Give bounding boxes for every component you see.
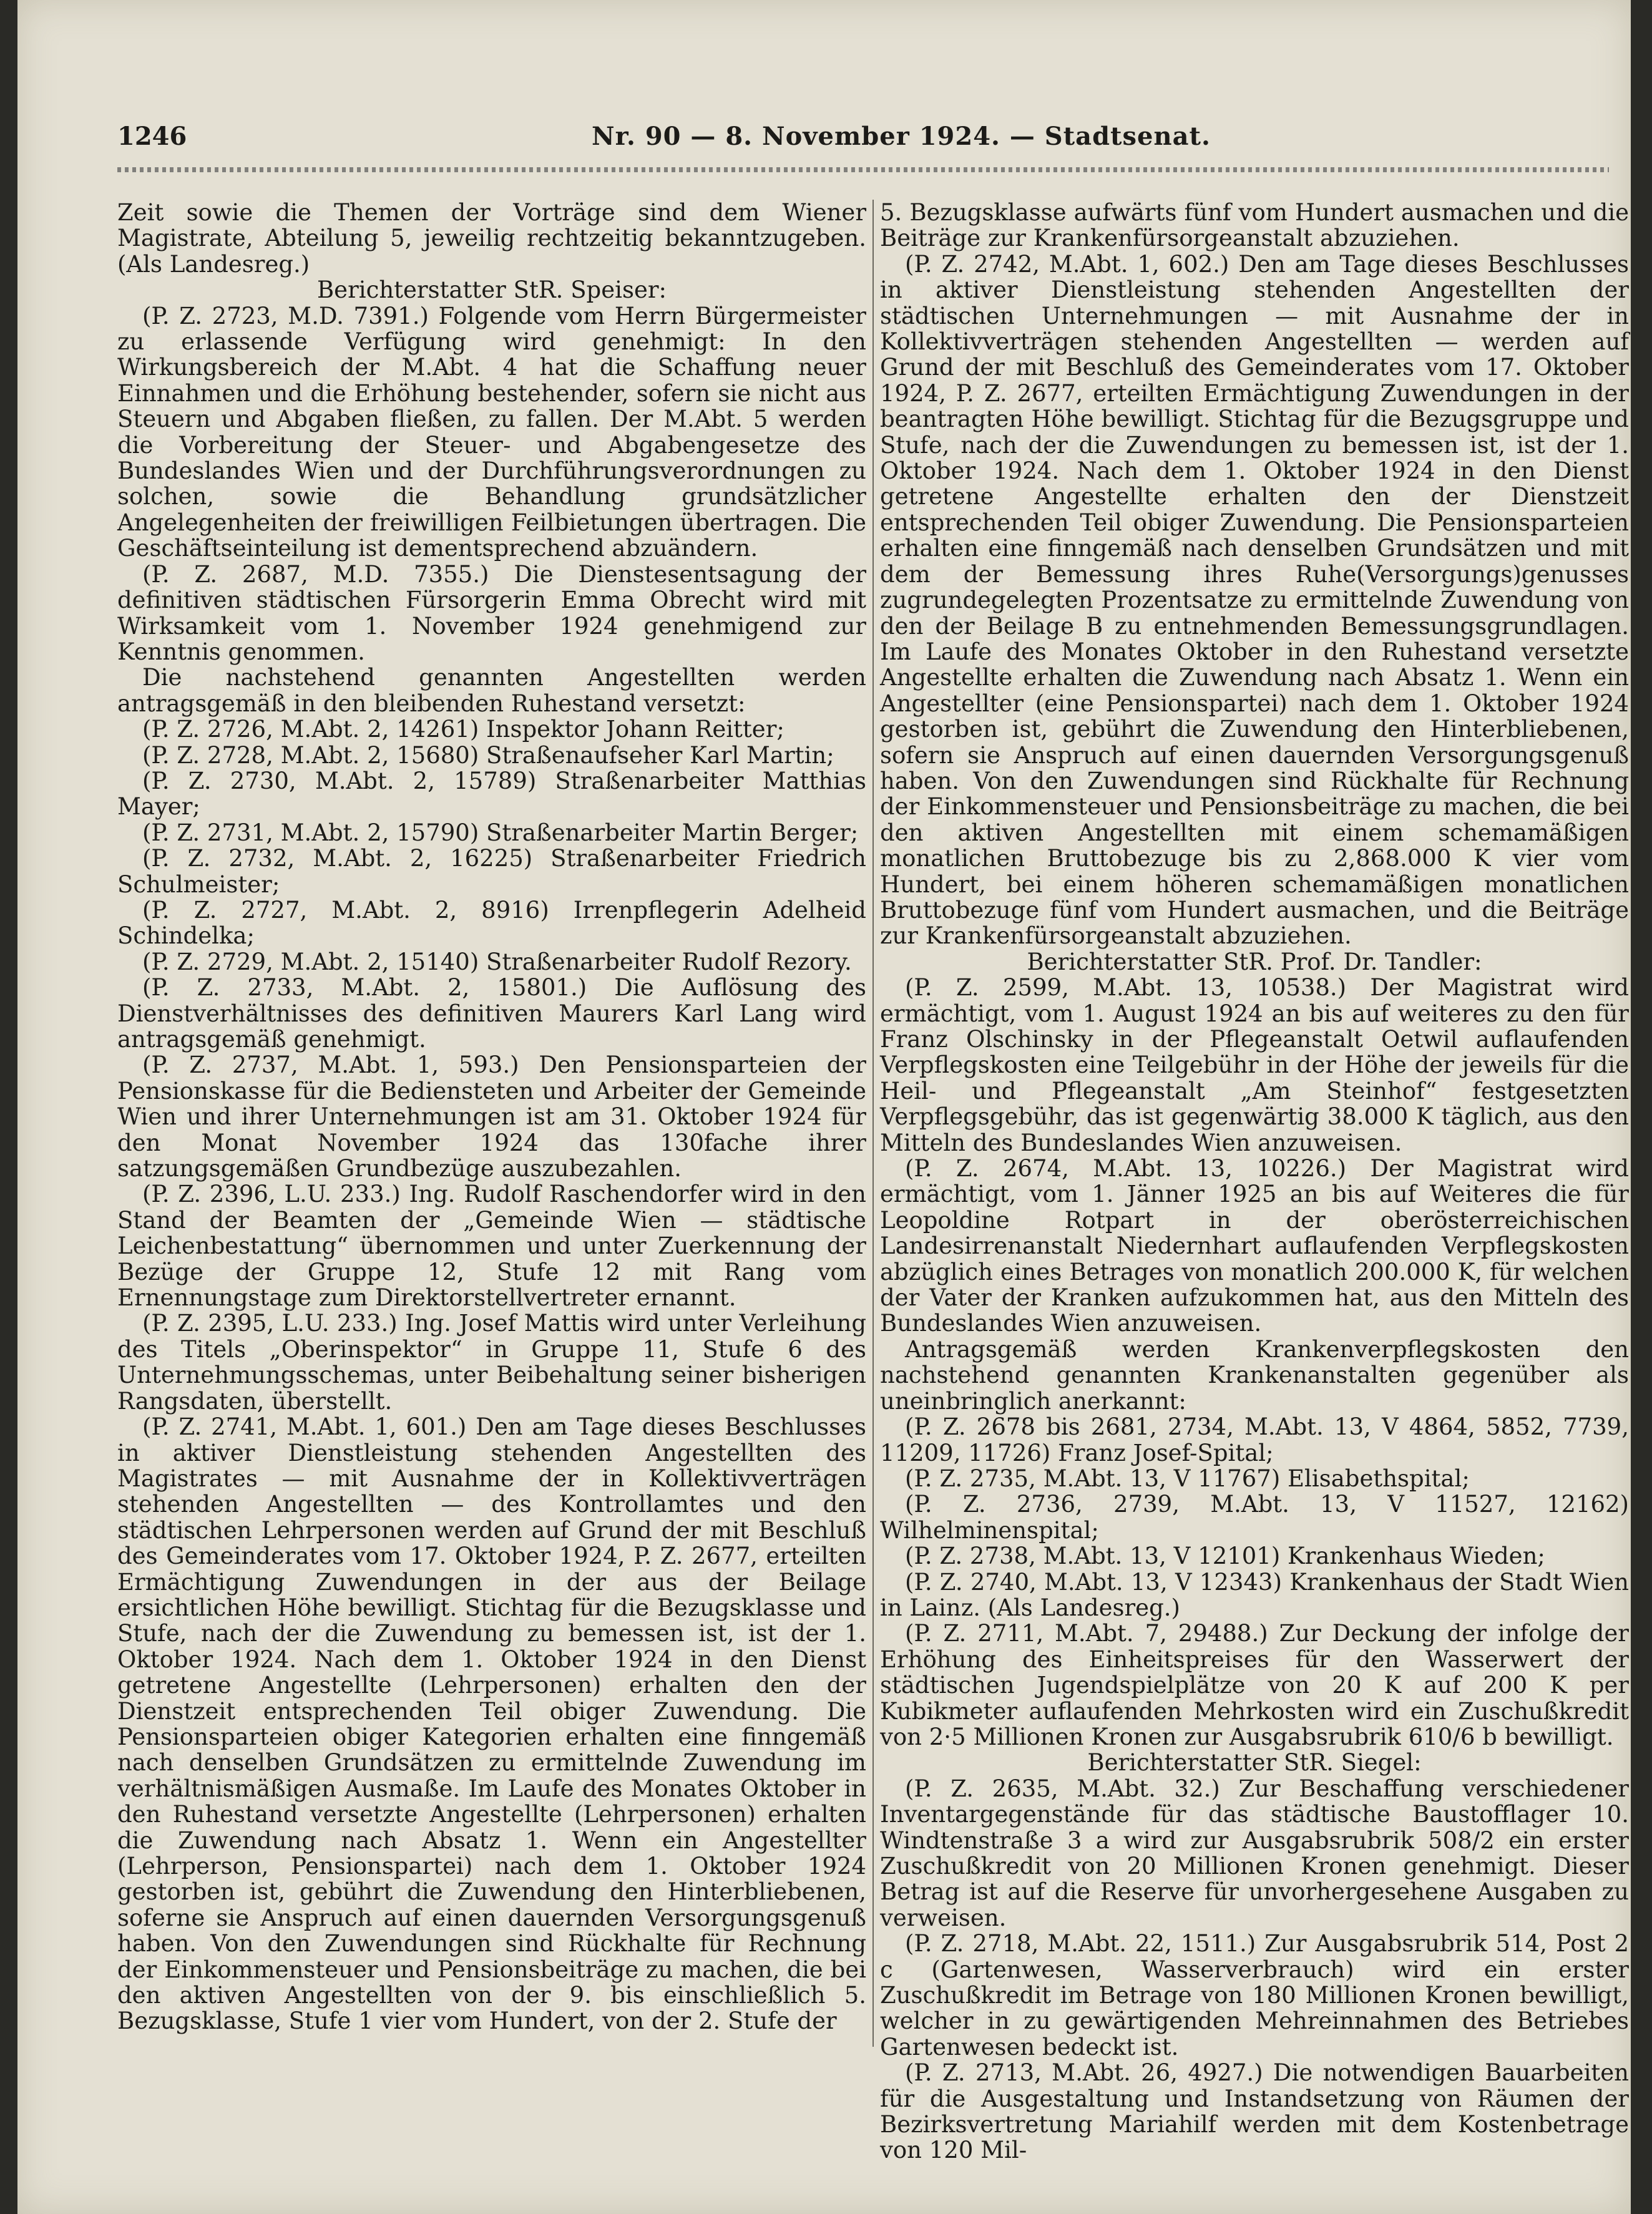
paragraph: (P. Z. 2396, L.U. 233.) Ing. Rudolf Raschendorfer wird in den Stand der Beamten der „Gemeinde Wien — städtische Leichenbestattung“ übernommen und unter Zuerkennung der Bezüge der Gruppe 12, Stufe 12 mit Rang vom Ernennungstage zum Direktorstellvertreter ernannt. bbox=[117, 1181, 866, 1312]
list-item: (P. Z. 2678 bis 2681, 2734, M.Abt. 13, V 4864, 5852, 7739, 11209, 11726) Franz Josef-Spital; bbox=[880, 1413, 1629, 1466]
rapporteur-heading: Berichterstatter StR. Speiser: bbox=[316, 276, 667, 304]
paragraph: (P. Z. 2635, M.Abt. 32.) Zur Beschaffung verschiedener Inventargegenstände für das städtische Baustofflager 10. Windtenstraße 3 a wird zur Ausgabsrubrik 508/2 ein erster Zuschußkredit von 20 Millionen Kronen genehmigt. Dieser Betrag ist auf die Reserve für unvorhergesehene Ausgaben zu verweisen. bbox=[880, 1775, 1629, 1931]
right-column bbox=[880, 199, 1629, 2164]
list-item: (P. Z. 2730, M.Abt. 2, 15789) Straßenarbeiter Matthias Mayer; bbox=[117, 767, 866, 821]
paragraph: (P. Z. 2723, M.D. 7391.) Folgende vom Herrn Bürgermeister zu erlassende Verfügung wird genehmigt: In den Wirkungsbereich der M.Abt. 4 hat die Schaffung neuer Einnahmen und die Erhöhung bestehender, sofern sie nicht aus Steuern und Abgaben fließen, zu fallen. Der M.Abt. 5 werden die Vorbereitung der Steuer- und Abgabengesetze des Bundeslandes Wien und der Durchführungsverordnungen zu solchen, sowie die Behandlung grundsätzlicher Angelegenheiten der freiwilligen Feilbietungen übertragen. Die Geschäftseinteilung ist dementsprechend abzuändern. bbox=[117, 302, 866, 562]
page-number: 1246 bbox=[117, 122, 187, 151]
paragraph: (P. Z. 2674, M.Abt. 13, 10226.) Der Magistrat wird ermächtigt, vom 1. Jänner 1925 an bis auf Weiteres die für Leopoldine Rotpart in der oberösterreichischen Landesirrenanstalt Niedernhart auflaufenden Verpflegskosten abzüglich eines Betrages von monatlich 200.000 K, für welchen der Vater der Kranken aufzukommen hat, aus den Mitteln des Bundeslandes Wien anzuweisen. bbox=[880, 1155, 1629, 1337]
list-item: (P. Z. 2731, M.Abt. 2, 15790) Straßenarbeiter Martin Berger; bbox=[142, 819, 859, 846]
paragraph: Die nachstehend genannten Angestellten werden antragsgemäß in den bleibenden Ruhestand versetzt: bbox=[117, 664, 866, 717]
page-header bbox=[117, 122, 1609, 159]
column-divider bbox=[872, 200, 874, 2047]
list-item: (P. Z. 2726, M.Abt. 2, 14261) Inspektor Johann Reitter; bbox=[142, 716, 784, 743]
list-item: (P. Z. 2738, M.Abt. 13, V 12101) Krankenhaus Wieden; bbox=[905, 1543, 1545, 1570]
paragraph: (P. Z. 2741, M.Abt. 1, 601.) Den am Tage dieses Beschlusses in aktiver Dienstleistung stehenden Angestellten des Magistrates — mit Ausnahme der in Kollektivverträgen stehenden Angestellten — des Kontrollamtes und den städtischen Lehrpersonen werden auf Grund der mit Beschluß des Gemeinderates vom 17. Oktober 1924, P. Z. 2677, erteilten Ermächtigung Zuwendungen in der aus der Beilage ersichtlichen Höhe bewilligt. Stichtag für die Bezugsklasse und Stufe, nach der die Zuwendung zu bemessen ist, ist der 1. Oktober 1924. Nach dem 1. Oktober 1924 in den Dienst getretene Angestellte (Lehrpersonen) erhalten den der Dienstzeit entsprechenden Teil obiger Zuwendung. Die Pensionsparteien obiger Kategorien erhalten eine finngemäß nach denselben Grundsätzen zu ermittelnde Zuwendung im verhältnismäßigen Ausmaße. Im Laufe des Monates Oktober in den Ruhestand versetzte Angestellte (Lehrpersonen) erhalten die Zuwendung nach Absatz 1. Wenn ein Angestellter (Lehrperson, Pensionspartei) nach dem 1. Oktober 1924 gestorben ist, gebührt die Zuwendung den Hinterbliebenen, soferne sie Anspruch auf einen dauernden Versorgungsgenuß haben. Von den Zuwendungen sind Rückhalte für Rechnung der Einkommensteuer und Pensionsbeiträge zu machen, die bei den aktiven Angestellten von der 9. bis einschließlich 5. Bezugsklasse, Stufe 1 vier vom Hundert, von der 2. Stufe der bbox=[117, 1413, 866, 2035]
list-item: (P. Z. 2740, M.Abt. 13, V 12343) Krankenhaus der Stadt Wien in Lainz. (Als Landesreg.) bbox=[880, 1568, 1629, 1621]
list-item: (P. Z. 2736, 2739, M.Abt. 13, V 11527, 12162) Wilhelminenspital; bbox=[880, 1491, 1629, 1544]
paragraph: (P. Z. 2742, M.Abt. 1, 602.) Den am Tage dieses Beschlusses in aktiver Dienstleistung stehenden Angestellten der städtischen Unternehmungen — mit Ausnahme der in Kollektivverträgen stehenden Angestellten — werden auf Grund der mit Beschluß des Gemeinderates vom 17. Oktober 1924, P. Z. 2677, erteilten Ermächtigung Zuwendungen in der beantragten Höhe bewilligt. Stichtag für die Bezugsgruppe und Stufe, nach der die Zuwendungen zu bemessen ist, ist der 1. Oktober 1924. Nach dem 1. Oktober 1924 in den Dienst getretene Angestellte erhalten den der Dienstzeit entsprechenden Teil obiger Zuwendung. Die Pensionsparteien erhalten eine finngemäß nach denselben Grundsätzen und mit dem der Bemessung ihres Ruhe(Versorgungs)genusses zugrundegelegten Prozentsatze zu ermittelnde Zuwendung von den der Beilage B zu entnehmenden Bemessungsgrundlagen. Im Laufe des Monates Oktober in den Ruhestand versetzte Angestellte erhalten die Zuwendung nach Absatz 1. Wenn ein Angestellter (eine Pensionspartei) nach dem 1. Oktober 1924 gestorben ist, gebührt die Zuwendung den Hinterbliebenen, sofern sie Anspruch auf einen dauernden Versorgungsgenuß haben. Von den Zuwendungen sind Rückhalte für Rechnung der Einkommensteuer und Pensionsbeiträge zu machen, die bei den aktiven Angestellten mit einem schemamäßigen monatlichen Bruttobezuge bis zu 2,868.000 K vier vom Hundert, bei einem höheren schemamäßigen monatlichen Bruttobezuge fünf vom Hundert ausmachen, und die Beiträge zur Krankenfürsorgeanstalt abzuziehen. bbox=[880, 250, 1629, 950]
newspaper-page bbox=[17, 0, 1631, 2214]
paragraph: (P. Z. 2737, M.Abt. 1, 593.) Den Pensionsparteien der Pensionskasse für die Bediensteten und Arbeiter der Gemeinde Wien und ihrer Unternehmungen ist am 31. Oktober 1924 für den Monat November 1924 das 130fache ihrer satzungsgemäßen Grundbezüge auszubezahlen. bbox=[117, 1051, 866, 1183]
list-item: (P. Z. 2727, M.Abt. 2, 8916) Irrenpflegerin Adelheid Schindelka; bbox=[117, 896, 866, 950]
paragraph: (P. Z. 2713, M.Abt. 26, 4927.) Die notwendigen Bauarbeiten für die Ausgestaltung und Instandsetzung von Räumen der Bezirksvertretung Mariahilf werden mit dem Kostenbetrage von 120 Mil- bbox=[880, 2059, 1629, 2164]
list-item: (P. Z. 2735, M.Abt. 13, V 11767) Elisabethspital; bbox=[905, 1465, 1470, 1492]
paragraph: (P. Z. 2395, L.U. 233.) Ing. Josef Mattis wird unter Verleihung des Titels „Oberinspektor“ in Gruppe 11, Stufe 6 des Unternehmungsschemas, unter Beibehaltung seiner bisherigen Rangsdaten, überstellt. bbox=[117, 1310, 866, 1415]
paragraph: (P. Z. 2599, M.Abt. 13, 10538.) Der Magistrat wird ermächtigt, vom 1. August 1924 an bis auf weiteres zu den für Franz Olschinsky in der Pflegeanstalt Oetwil auflaufenden Verpflegskosten eine Teilgebühr in der Höhe der jeweils für die Heil- und Pflegeanstalt „Am Steinhof“ festgesetzten Verpflegsgebühr, das ist gegenwärtig 38.000 K täglich, aus den Mitteln des Bundeslandes Wien anzuweisen. bbox=[880, 974, 1629, 1156]
left-column bbox=[117, 200, 866, 2103]
paragraph: (P. Z. 2733, M.Abt. 2, 15801.) Die Auflösung des Dienstverhältnisses des definitiven Maurers Karl Lang wird antragsgemäß genehmigt. bbox=[117, 974, 866, 1053]
paragraph: Antragsgemäß werden Krankenverpflegskosten den nachstehend genannten Krankenanstalten gegenüber als uneinbringlich anerkannt: bbox=[880, 1335, 1629, 1415]
paragraph: (P. Z. 2687, M.D. 7355.) Die Dienstesentsagung der definitiven städtischen Fürsorgerin Emma Obrecht wird mit Wirksamkeit vom 1. November 1924 genehmigend zur Kenntnis genommen. bbox=[117, 560, 866, 665]
rapporteur-heading: Berichterstatter StR. Prof. Dr. Tandler: bbox=[1027, 948, 1482, 975]
paragraph: (P. Z. 2718, M.Abt. 22, 1511.) Zur Ausgabsrubrik 514, Post 2 c (Gartenwesen, Wasserverbrauch) wird ein erster Zuschußkredit im Betrage von 180 Millionen Kronen bewilligt, welcher in zu gewärtigenden Mehreinnahmen des Betriebes Gartenwesen bedeckt ist. bbox=[880, 1930, 1629, 2060]
list-item: (P. Z. 2732, M.Abt. 2, 16225) Straßenarbeiter Friedrich Schulmeister; bbox=[117, 845, 866, 898]
paragraph: (P. Z. 2711, M.Abt. 7, 29488.) Zur Deckung der infolge der Erhöhung des Einheitspreises für den Wasserwert der städtischen Jugendspielplätze von 20 K auf 200 K per Kubikmeter auflaufenden Mehrkosten wird ein Zuschußkredit von 2·5 Millionen Kronen zur Ausgabsrubrik 610/6 b bewilligt. bbox=[880, 1620, 1629, 1750]
list-item: (P. Z. 2729, M.Abt. 2, 15140) Straßenarbeiter Rudolf Rezory. bbox=[142, 948, 852, 975]
rapporteur-heading: Berichterstatter StR. Siegel: bbox=[1087, 1749, 1422, 1777]
paragraph: Zeit sowie die Themen der Vorträge sind dem Wiener Magistrate, Abteilung 5, jeweilig rechtzeitig bekanntzugeben. (Als Landesreg.) bbox=[117, 199, 866, 278]
issue-title: Nr. 90 — 8. November 1924. — Stadtsenat. bbox=[592, 122, 1211, 151]
paragraph: 5. Bezugsklasse aufwärts fünf vom Hundert ausmachen und die Beiträge zur Krankenfürsorgeanstalt abzuziehen. bbox=[880, 199, 1629, 252]
list-item: (P. Z. 2728, M.Abt. 2, 15680) Straßenaufseher Karl Martin; bbox=[142, 741, 834, 769]
header-rule bbox=[117, 167, 1609, 172]
